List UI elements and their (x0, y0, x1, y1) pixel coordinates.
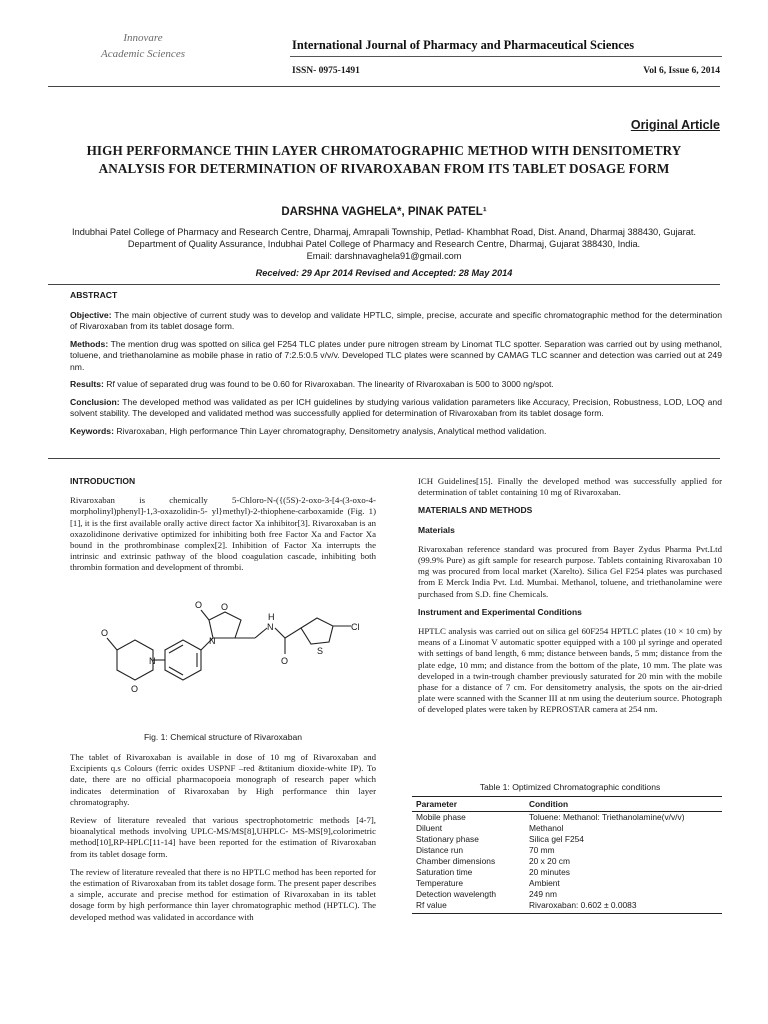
cell-condition: 20 x 20 cm (529, 856, 570, 866)
cell-parameter: Rf value (412, 900, 525, 914)
title-line-1: HIGH PERFORMANCE THIN LAYER CHROMATOGRAPHIC METHOD WITH DENSITOMETRY (86, 143, 682, 158)
cell-condition: Toluene: Methanol: Triethanolamine(v/v/v) (529, 812, 685, 822)
rivaroxaban-structure-diagram (95, 598, 385, 718)
title-line-2: ANALYSIS FOR DETERMINATION OF RIVAROXABAN FROM ITS TABLET DOSAGE FORM (98, 161, 670, 176)
objective-text: The main objective of current study was to develop and validate HPTLC, simple, precise, accurate and specific chromatographic method for the determination of Rivaroxaban from its tablet dosage form. (70, 309, 722, 331)
article-type: Original Article (630, 118, 720, 132)
cell-parameter: Distance run (416, 845, 464, 855)
cell-parameter: Chamber dimensions (416, 856, 496, 866)
table-row (412, 900, 722, 914)
cell-parameter: Mobile phase (416, 812, 466, 822)
table-header-row (412, 797, 722, 812)
abstract-rule-top (48, 284, 720, 285)
affiliation: Indubhai Patel College of Pharmacy and Research Centre, Dharmaj, Amrapali Township, Petlad- Khambhat Road, Dist. Anand, Dharmaj 388430, Gujarat. Department of Quality Assurance, Indubhai Patel College of Pharmacy and Research Centre, Dharmaj, Gujarat 388430, India. (72, 227, 696, 249)
conclusion-text: The developed method was validated as per ICH guidelines by studying various validation parameters like Accuracy, Precision, Robustness, LOD, LOQ and solvent stability. The developed and validated method was successfully applied for determination of Rivaroxaban from its tablet dosage form. (70, 396, 722, 418)
label-o-2: O (131, 684, 139, 694)
logo-line-2: Academic Sciences (101, 48, 185, 60)
materials-paragraph: Rivaroxaban reference standard was procured from Bayer Zydus Pharma Pvt.Ltd (99.9% Pure) as gift sample for research purpose. Tablets containing Rivaroxaban 10 mg was procured from local market (Xarelto). Silica Gel F254 plates was purchased from E Merck India Pvt. Ltd. Mumbai. Methanol, toluene, and triethanolamine were purchased from S.D. fine Chemicals. (418, 543, 722, 599)
label-o-1: O (101, 628, 109, 638)
label-n-h: N (267, 622, 274, 632)
affiliation-block (60, 226, 708, 262)
objective-label: Objective: (70, 309, 112, 320)
methods-label: Methods: (70, 338, 109, 349)
instrument-paragraph: HPTLC analysis was carried out on silica gel 60F254 HPTLC plates (10 × 10 cm) by means of a Linomat V automatic spotter equipped with a 100 µl syringe and operated with settings of band length, 6 mm; distance between bands, 5 mm; distance from the plate edge, 10 mm; and distance from the bottom of the plate, 10 mm. The plate was developed in a twin-trough chamber previously saturated for 20 min with the mobile phase for a distance of 7 cm. For densitometry analysis, the spots on the air-dried plate were scanned with the Scanner III at nm using the deuterium source. Photograph of developed plates were taken by REPROSTAR camera at 254 nm. (418, 626, 722, 715)
left-column-lower (70, 752, 376, 930)
table-1-caption: Table 1: Optimized Chromatographic conditions (479, 782, 661, 792)
abstract-results (70, 379, 722, 391)
table-row (412, 823, 722, 834)
right-column (418, 476, 722, 723)
abstract-heading: ABSTRACT (70, 290, 118, 300)
label-n-1: N (149, 656, 156, 666)
label-s: S (317, 646, 324, 656)
cell-parameter: Diluent (416, 823, 443, 833)
right-paragraph-0: ICH Guidelines[15]. Finally the developed method was successfully applied for determination of tablet containing 10 mg of Rivaroxaban. (418, 476, 722, 498)
label-o-4: O (221, 602, 229, 612)
table-row (412, 812, 722, 824)
intro-paragraph-1: Rivaroxaban is chemically 5-Chloro-N-({(5S)-2-oxo-3-[4-(3-oxo-4-morpholinyl)phenyl]-1,3-oxazolidin-5- yl}methyl)-2-thiophene-carboxamide (Fig. 1)[1], it is the first available orally active direct factor Xa inhibitor[3]. Rivaroxaban is an oxazolidinone derivative optimized for inhibiting both free Factor Xa and Factor Xa bound in the prothrombinase complex[2]. Inhibition of Factor Xa interrupts the intrinsic and extrinsic pathway of the blood coagulation cascade, inhibiting both thrombin formation and development of thrombi. (70, 495, 376, 573)
cell-condition: 20 minutes (529, 867, 570, 877)
table-row (412, 834, 722, 845)
cell-condition: 70 mm (529, 845, 555, 855)
label-n-2: N (209, 636, 216, 646)
abstract-objective (70, 310, 722, 333)
header-rule (48, 86, 720, 87)
abstract-conclusion (70, 397, 722, 420)
cell-condition: Ambient (529, 878, 560, 888)
received-dates: Received: 29 Apr 2014 Revised and Accepted: 28 May 2014 (255, 268, 513, 278)
cell-parameter: Detection wavelength (416, 889, 497, 899)
abstract (70, 290, 722, 443)
table-row (412, 867, 722, 878)
table-row (412, 845, 722, 856)
publisher-logo (48, 30, 238, 62)
abstract-methods (70, 339, 722, 374)
cell-condition: Methanol (529, 823, 564, 833)
cell-parameter: Saturation time (416, 867, 473, 877)
intro-paragraph-4: The review of literature revealed that there is no HPTLC method has been reported for the estimation of Rivaroxaban from its tablet dosage form. The present paper describes a simple, accurate and precise method for estimation of Rivaroxaban in its tablet dosage form by high performance thin layer chromatographic method (HPTLC). The developed method was validated in accordance with (70, 866, 376, 922)
keywords-text: Rivaroxaban, High performance Thin Layer chromatography, Densitometry analysis, Analytical method validation. (113, 425, 547, 436)
keywords-label: Keywords: (70, 425, 114, 436)
table-row (412, 889, 722, 900)
issn: ISSN- 0975-1491 (292, 66, 360, 76)
optimized-conditions-table (412, 796, 722, 914)
conclusion-label: Conclusion: (70, 396, 120, 407)
label-cl: Cl (351, 622, 360, 632)
intro-paragraph-2: The tablet of Rivaroxaban is available in dose of 10 mg of Rivaroxaban and Excipients q.s Colours (ferric oxides USPNF –red &titanium dioxide-white IP). To date, there are no official pharmacopoeia monograph of research paper which indicates determination of Rivaroxaban by High performance thin layer chromatography. (70, 752, 376, 807)
left-column (70, 476, 376, 581)
email: Email: darshnavaghela91@gmail.com (306, 251, 462, 261)
cell-condition: 249 nm (529, 889, 557, 899)
methods-text: The mention drug was spotted on silica gel F254 TLC plates under pure nitrogen stream by Linomat TLC spotter. Separation was carried out by using methanol, toluene, and triethanolamine as mobile phase in ratio of 7:2.5:0.5 v/v/v. Developed TLC plates were scanned by CAMAG TLC scanner and detection was carried out at 249 nm. (70, 338, 722, 372)
abstract-keywords (70, 426, 722, 438)
table-row (412, 856, 722, 867)
cell-condition: Silica gel F254 (529, 834, 584, 844)
logo-line-1: Innovare (123, 32, 163, 44)
instrument-heading: Instrument and Experimental Conditions (418, 606, 582, 617)
header-parameter: Parameter (412, 797, 525, 812)
intro-paragraph-3: Review of literature revealed that various spectrophotometric methods [4-7], bioanalytical methods involving UPLC-MS/MS[8],UHPLC- MS-MS[9],colorimetric method[10],RP-HPLC[11-14] have been reported for the estimation of Rivaroxaban from its tablet dosage form. (70, 815, 376, 859)
volume-issue: Vol 6, Issue 6, 2014 (643, 66, 720, 76)
authors: DARSHNA VAGHELA*, PINAK PATEL¹ (281, 206, 487, 218)
cell-condition: Rivaroxaban: 0.602 ± 0.0083 (525, 900, 722, 914)
header-divider (290, 56, 722, 57)
materials-methods-heading: MATERIALS AND METHODS (418, 505, 533, 516)
introduction-heading: INTRODUCTION (70, 476, 136, 486)
header-condition: Condition (525, 797, 722, 812)
label-o-5: O (281, 656, 289, 666)
cell-parameter: Temperature (416, 878, 464, 888)
label-h: H (268, 612, 275, 622)
cell-parameter: Stationary phase (416, 834, 479, 844)
table-row (412, 878, 722, 889)
abstract-rule-bottom (48, 458, 720, 459)
figure-1-caption: Fig. 1: Chemical structure of Rivaroxaban (143, 732, 303, 742)
article-title (48, 142, 720, 178)
results-text: Rf value of separated drug was found to be 0.60 for Rivaroxaban. The linearity of Rivaroxaban is 500 to 3000 ng/spot. (103, 379, 554, 389)
results-label: Results: (70, 379, 104, 389)
journal-title: International Journal of Pharmacy and Pharmaceutical Sciences (292, 38, 635, 52)
materials-heading: Materials (418, 524, 455, 535)
label-o-3: O (195, 600, 203, 610)
